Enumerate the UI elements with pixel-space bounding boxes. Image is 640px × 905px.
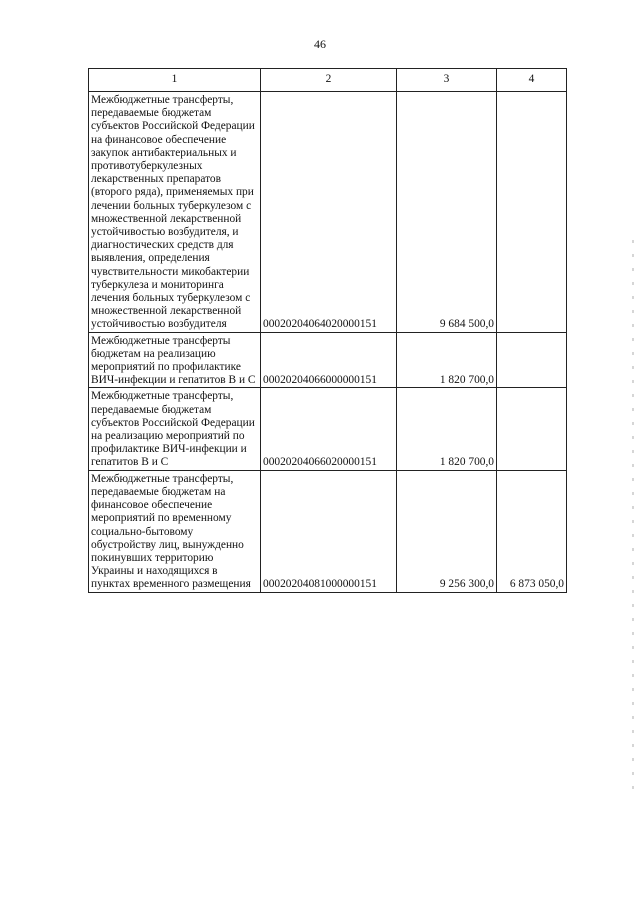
row-amount-col4 xyxy=(497,92,567,333)
row-code: 00020204066000000151 xyxy=(261,332,397,388)
row-name: Межбюджетные трансферты, передаваемые бюджетам субъектов Российской Федерации на финансовое обеспечение закупок антибактериальных и противотуберкулезных лекарственных препаратов (второго ряда), применяемых при лечении больных туберкулезом с множественной лекарственной устойчивостью возбудителя, и диагностических средств для выявления, определения чувствительности микобактерии туберкулеза и мониторинга лечения больных туберкулезом с множественной лекарственной устойчивостью возбудителя xyxy=(91,94,255,331)
row-name: Межбюджетные трансферты, передаваемые бюджетам субъектов Российской Федерации на реализацию мероприятий по профилактике ВИЧ-инфекции и гепатитов B и C xyxy=(91,390,255,469)
row-name-cell xyxy=(89,332,261,388)
table-row xyxy=(89,388,567,470)
budget-table xyxy=(88,68,567,593)
row-amount-col3: 1 820 700,0 xyxy=(397,388,497,470)
table-row xyxy=(89,470,567,592)
row-name-cell xyxy=(89,470,261,592)
row-name-cell xyxy=(89,388,261,470)
row-name: Межбюджетные трансферты, передаваемые бюджетам на финансовое обеспечение мероприятий по временному социально-бытовому обустройству лиц, вынужденно покинувших территорию Украины и находящихся в пунктах временного размещения xyxy=(91,472,251,591)
row-amount-col3: 9 684 500,0 xyxy=(397,92,497,333)
column-header-2: 2 xyxy=(261,69,397,92)
row-name-cell xyxy=(89,92,261,333)
row-amount-col4: 6 873 050,0 xyxy=(497,470,567,592)
row-amount-col4 xyxy=(497,332,567,388)
row-code: 00020204066020000151 xyxy=(261,388,397,470)
scan-edge-artifact xyxy=(632,240,634,800)
row-name: Межбюджетные трансферты бюджетам на реализацию мероприятий по профилактике ВИЧ-инфекции и гепатитов B и C xyxy=(91,334,256,387)
row-amount-col3: 9 256 300,0 xyxy=(397,470,497,592)
row-code: 00020204081000000151 xyxy=(261,470,397,592)
table-header-row xyxy=(89,69,567,92)
row-code: 00020204064020000151 xyxy=(261,92,397,333)
page-number: 46 xyxy=(314,37,326,51)
row-amount-col4 xyxy=(497,388,567,470)
table-row xyxy=(89,92,567,333)
row-amount-col3: 1 820 700,0 xyxy=(397,332,497,388)
table-row xyxy=(89,332,567,388)
column-header-1: 1 xyxy=(89,69,261,92)
column-header-4: 4 xyxy=(497,69,567,92)
column-header-3: 3 xyxy=(397,69,497,92)
